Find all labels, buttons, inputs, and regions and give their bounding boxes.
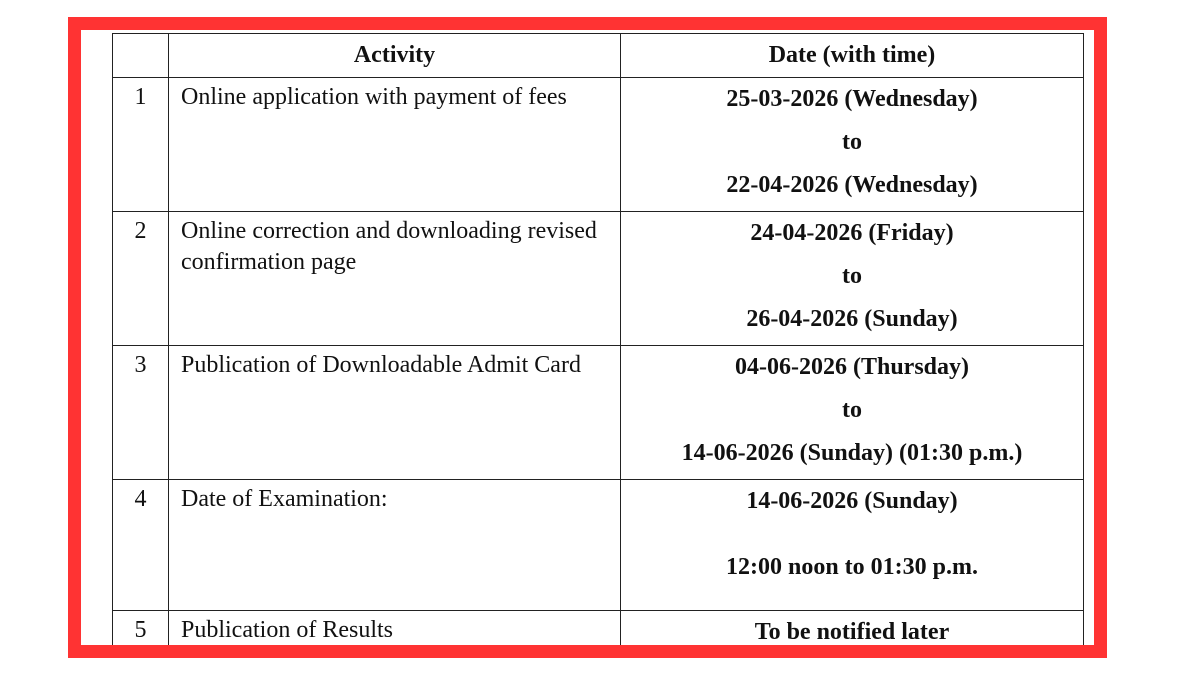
- row-activity: Online application with payment of fees: [169, 78, 621, 212]
- schedule-table: [112, 33, 1084, 658]
- results-date: To be notified later: [754, 619, 950, 645]
- spacer: [621, 527, 1083, 550]
- row-date: [621, 611, 1084, 659]
- header-serial: [113, 34, 169, 78]
- header-date: Date (with time): [621, 34, 1084, 78]
- row-number: 1: [113, 78, 169, 212]
- row-number: 5: [113, 611, 169, 659]
- table-row: [113, 611, 1084, 659]
- date-end: 22-04-2026 (Wednesday): [726, 172, 978, 198]
- row-date: [621, 78, 1084, 212]
- table-row: [113, 480, 1084, 611]
- date-to: to: [842, 263, 862, 289]
- row-number: 4: [113, 480, 169, 611]
- row-activity: Online correction and downloading revised confirmation page: [169, 212, 621, 346]
- row-number: 3: [113, 346, 169, 480]
- date-to: to: [842, 129, 862, 155]
- exam-time: 12:00 noon to 01:30 p.m.: [725, 554, 978, 580]
- date-start: 04-06-2026 (Thursday): [734, 354, 969, 380]
- highlight-frame: [68, 17, 1107, 658]
- table-row: [113, 346, 1084, 480]
- row-date: [621, 346, 1084, 480]
- table-row: [113, 78, 1084, 212]
- row-activity: Publication of Downloadable Admit Card: [169, 346, 621, 480]
- row-date: [621, 480, 1084, 611]
- header-activity: Activity: [169, 34, 621, 78]
- table-row: [113, 212, 1084, 346]
- date-to: to: [842, 397, 862, 423]
- row-date: [621, 212, 1084, 346]
- date-start: 25-03-2026 (Wednesday): [726, 86, 978, 112]
- exam-date: 14-06-2026 (Sunday): [746, 488, 958, 514]
- row-activity: Publication of Results: [169, 611, 621, 659]
- row-activity: Date of Examination:: [169, 480, 621, 611]
- date-start: 24-04-2026 (Friday): [750, 220, 954, 246]
- date-end: 26-04-2026 (Sunday): [746, 306, 958, 332]
- date-end: 14-06-2026 (Sunday) (01:30 p.m.): [681, 440, 1023, 466]
- row-number: 2: [113, 212, 169, 346]
- table-header-row: [113, 34, 1084, 78]
